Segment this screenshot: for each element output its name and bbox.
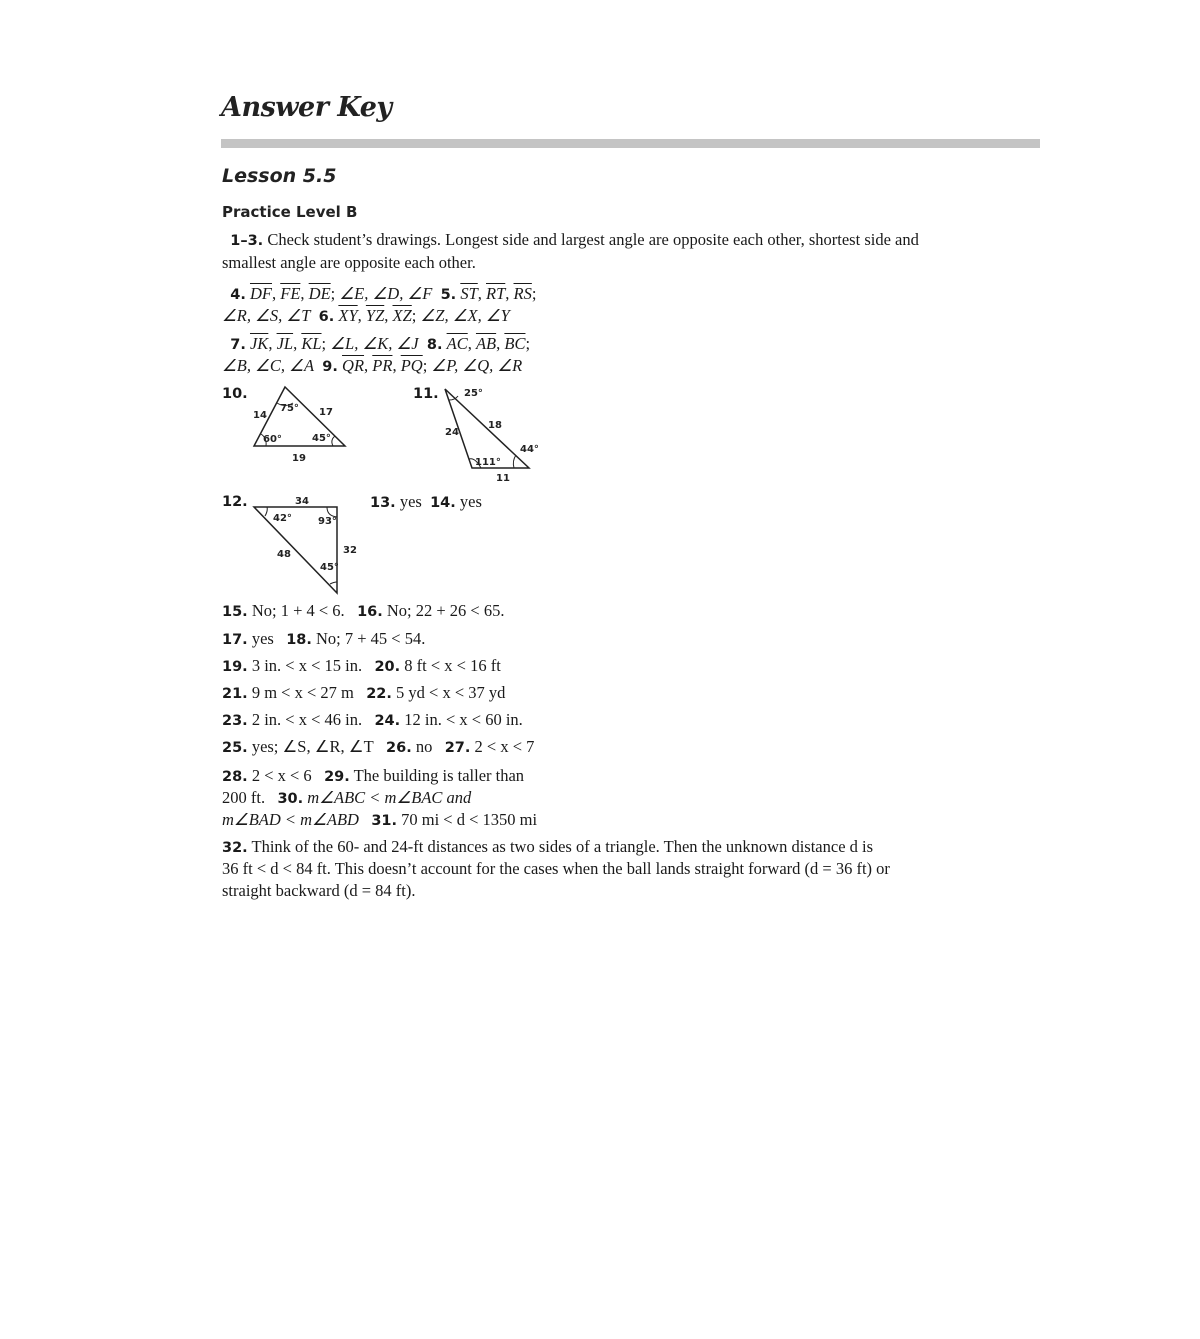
answer-number: 31. [371, 813, 398, 829]
segment: $\overline{YZ}$ [365, 306, 385, 325]
practice-level: Practice Level B [222, 203, 358, 221]
side-label: 17 [319, 407, 333, 418]
answer-number: 27. [444, 740, 471, 756]
answer-13-14-line [370, 491, 482, 514]
segment: $\overline{AB}$ [475, 334, 497, 353]
answer-21-22-line [222, 682, 505, 705]
title-rule [221, 139, 1040, 148]
segment: $\overline{DF}$ [249, 284, 272, 303]
angle-label: 45° [312, 433, 331, 444]
answer-number: 26. [386, 740, 412, 756]
answer-text: 70 mi < d < 1350 mi [397, 810, 538, 829]
angle-list: ∠P, ∠Q, ∠R [431, 356, 523, 375]
segment: $\overline{DE}$ [308, 284, 331, 303]
answer-text: 8 ft < x < 16 ft [400, 656, 501, 675]
answer-number: 14. [430, 495, 456, 511]
answer-32-line3: straight backward (d = 84 ft). [222, 881, 416, 900]
segment: $\overline{FE}$ [280, 284, 301, 303]
answer-number: 21. [222, 686, 248, 702]
angle-label: 60° [263, 434, 282, 445]
answer-number: 5. [440, 287, 457, 303]
angle-list: ∠L, ∠K, ∠J [330, 334, 419, 353]
segment: $\overline{KL}$ [301, 334, 322, 353]
answer-number: 29. [324, 769, 350, 785]
answer-text: 9 m < x < 27 m [247, 683, 354, 702]
answer-number: 23. [222, 713, 248, 729]
answer-text: m∠BAD < m∠ABD [222, 810, 359, 829]
figure-11-label: 11. [413, 386, 439, 402]
answer-text: The building is taller than [349, 766, 525, 785]
segment: $\overline{QR}$ [342, 356, 365, 375]
answer-text: 12 in. < x < 60 in. [400, 710, 523, 729]
angle-list: ∠Z, ∠X, ∠Y [420, 306, 510, 325]
answer-text: No; 7 + 45 < 54. [311, 629, 426, 648]
segment: $\overline{RT}$ [486, 284, 506, 303]
side-label: 14 [253, 410, 267, 421]
answer-number: 6. [318, 309, 335, 325]
answer-number: 15. [222, 604, 248, 620]
answer-text: m∠ABC < m∠BAC and [303, 788, 472, 807]
segment: $\overline{XY}$ [338, 306, 358, 325]
answer-number: 9. [322, 359, 338, 375]
answer-text: no [411, 737, 433, 756]
answer-23-24-line [222, 709, 523, 732]
answer-29-30-line [222, 787, 471, 810]
angle-arc [332, 436, 335, 446]
answer-7-8-line: 7. $\overline{JK}$, $\overline{JL}$, $\overline{KL}$; ∠L, ∠K, ∠J 8. $\overline{AC}$, $\overline{AB}$, $\overline{BC}$; [230, 334, 531, 353]
angle-label: 75° [280, 403, 299, 414]
answer-text: yes; ∠S, ∠R, ∠T [247, 737, 374, 756]
segment: $\overline{XZ}$ [392, 306, 412, 325]
answer-number: 28. [222, 769, 248, 785]
answer-number: 7. [230, 337, 246, 353]
answer-19-20-line [222, 655, 501, 678]
segment: $\overline{JK}$ [249, 334, 269, 353]
answer-number: 30. [277, 791, 304, 807]
answer-text: 5 yd < x < 37 yd [391, 683, 506, 702]
angle-label: 25° [464, 388, 483, 399]
answer-1-3-line2: smallest angle are opposite each other. [222, 253, 476, 272]
answer-30-31-line [222, 809, 537, 832]
angle-arc [265, 507, 267, 516]
figure-12-triangle [250, 492, 365, 597]
answer-8-9-line: ∠B, ∠C, ∠A 9. $\overline{QR}$, $\overline{PR}$, $\overline{PQ}$; ∠P, ∠Q, ∠R [222, 356, 523, 375]
answer-number: 1–3. [230, 233, 264, 249]
angle-label: 111° [475, 457, 501, 468]
lesson-title: Lesson 5.5 [222, 165, 337, 187]
angle-list: ∠R, ∠S, ∠T [222, 306, 311, 325]
segment: $\overline{BC}$ [504, 334, 526, 353]
side-label: 48 [277, 549, 291, 560]
answer-32-line1 [222, 836, 873, 859]
side-label: 19 [292, 453, 306, 464]
answer-text: yes [455, 492, 482, 511]
answer-number: 4. [230, 287, 246, 303]
answer-number: 8. [426, 337, 443, 353]
segment: $\overline{RS}$ [513, 284, 532, 303]
answer-text: 2 < x < 6 [247, 766, 312, 785]
answer-text: 2 < x < 7 [470, 737, 535, 756]
answer-text: No; 22 + 26 < 65. [382, 601, 505, 620]
segment: $\overline{PR}$ [372, 356, 393, 375]
segment: $\overline{ST}$ [460, 284, 478, 303]
answer-text: yes [247, 629, 274, 648]
answer-number: 20. [374, 659, 401, 675]
figure-10-triangle [240, 382, 360, 466]
answer-number: 13. [370, 495, 396, 511]
angle-arc [513, 455, 516, 468]
side-label: 34 [295, 496, 309, 507]
answer-4-5-line: 4. $\overline{DF}$, $\overline{FE}$, $\overline{DE}$; ∠E, ∠D, ∠F 5. $\overline{ST}$, $\overline{RT}$, $\overline{RS}$; [230, 284, 537, 303]
answer-number: 22. [366, 686, 392, 702]
angle-label: 44° [520, 444, 539, 455]
answer-text: No; 1 + 4 < 6. [247, 601, 345, 620]
segment: $\overline{PQ}$ [400, 356, 423, 375]
answer-15-16-line [222, 600, 505, 623]
side-label: 18 [488, 420, 502, 431]
answer-text: yes [395, 492, 422, 511]
answer-text: 3 in. < x < 15 in. [247, 656, 363, 675]
answer-32-line2: 36 ft < d < 84 ft. This doesn’t account for the cases when the ball lands straight forward (d = 36 ft) or [222, 859, 890, 878]
answer-28-29-line [222, 765, 524, 788]
angle-label: 93° [318, 516, 337, 527]
answer-number: 25. [222, 740, 248, 756]
segment: $\overline{JL}$ [276, 334, 294, 353]
angle-list: ∠E, ∠D, ∠F [339, 284, 433, 303]
answer-1-3-line1 [222, 229, 919, 252]
angle-label: 42° [273, 513, 292, 524]
answer-text: Think of the 60- and 24-ft distances as two sides of a triangle. Then the unknown distance d is [247, 837, 874, 856]
figure-11-triangle [440, 383, 545, 485]
answer-25-27-line [222, 736, 534, 759]
side-label: 32 [343, 545, 357, 556]
answer-number: 24. [374, 713, 401, 729]
answer-text: 200 ft. [222, 788, 266, 807]
figure-12-label: 12. [222, 494, 248, 510]
figure-10-label: 10. [222, 386, 248, 402]
side-label: 24 [445, 427, 459, 438]
angle-list: ∠B, ∠C, ∠A [222, 356, 315, 375]
angle-label: 45° [320, 562, 339, 573]
segment: $\overline{AC}$ [446, 334, 468, 353]
answer-number: 17. [222, 632, 248, 648]
angle-arc [330, 582, 337, 584]
answer-number: 19. [222, 659, 248, 675]
answer-text: 2 in. < x < 46 in. [247, 710, 363, 729]
answer-text: Check student’s drawings. Longest side and largest angle are opposite each other, shortest side and [263, 230, 919, 249]
side-label: 11 [496, 473, 510, 484]
answer-17-18-line [222, 628, 425, 651]
answer-number: 16. [357, 604, 383, 620]
page-title: Answer Key [221, 92, 392, 123]
answer-number: 32. [222, 840, 248, 856]
answer-5-6-line: ∠R, ∠S, ∠T 6. $\overline{XY}$, $\overline{YZ}$, $\overline{XZ}$; ∠Z, ∠X, ∠Y [222, 306, 510, 325]
answer-number: 18. [286, 632, 312, 648]
